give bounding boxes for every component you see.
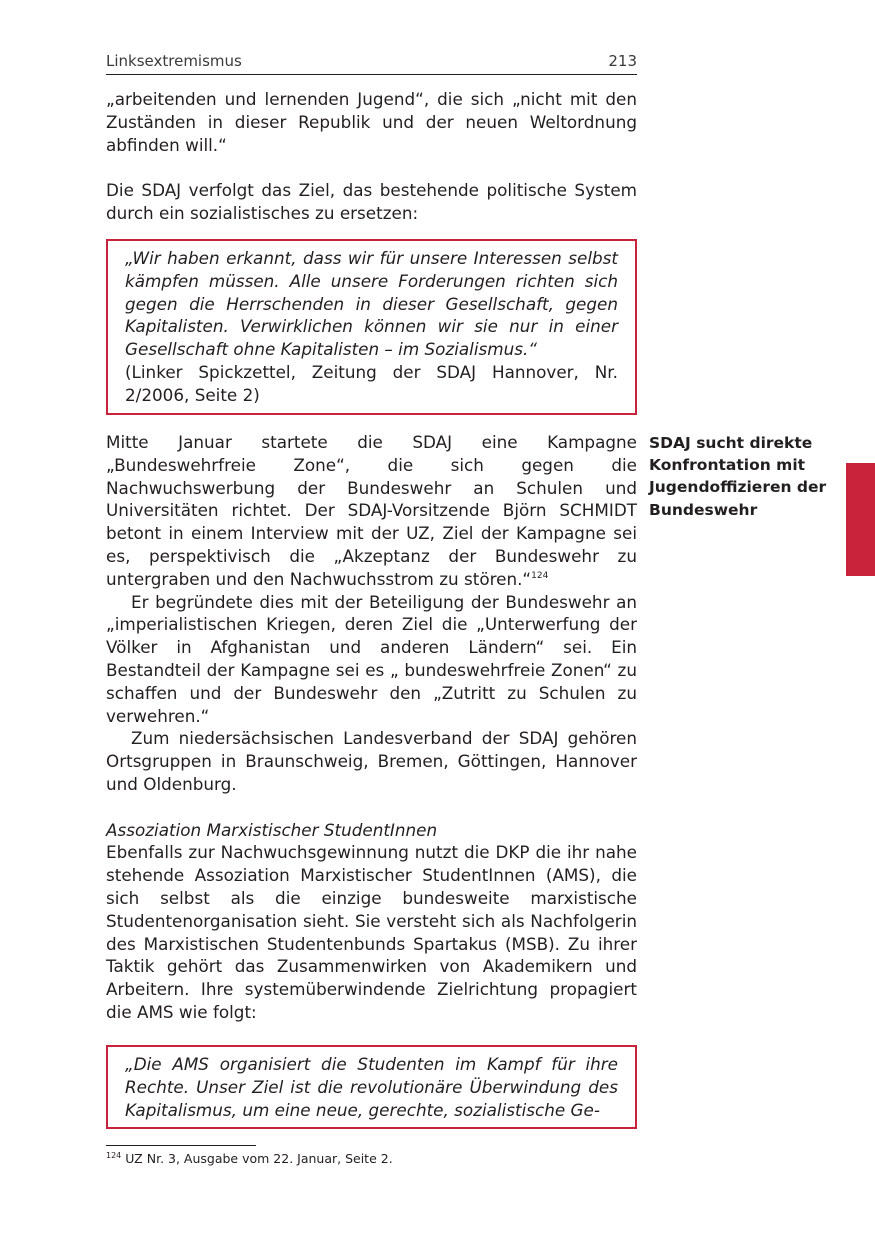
paragraph	[106, 431, 637, 591]
paragraph: „arbeitenden und lernenden Jugend“, die sich „nicht mit den Zuständen in dieser Republik und der neuen Weltordnung abfinden will.“	[106, 89, 637, 155]
footnote-reference[interactable]: 124	[531, 570, 549, 581]
section-subheading: Assoziation Marxistischer StudentInnen	[106, 819, 438, 840]
quote-box	[106, 239, 637, 415]
paragraph: Zum niedersächsischen Landesverband der SDAJ gehören Ortsgruppen in Braunschweig, Bremen, Göttingen, Hannover und Oldenburg.	[106, 728, 637, 794]
footnote-text: UZ Nr. 3, Ausgabe vom 22. Januar, Seite 2.	[121, 1151, 393, 1166]
main-text-block	[106, 431, 637, 1024]
footnote	[106, 1151, 637, 1167]
running-header	[106, 50, 637, 75]
quote-box	[106, 1045, 637, 1129]
paragraph: Ebenfalls zur Nachwuchsgewinnung nutzt die DKP die ihr nahe stehende Assoziation Marxistischer StudentInnen (AMS), die sich selbst als die einzige bundesweite marxistische Studentenorganisation sieht. Sie versteht sich als Nachfolgerin des Marxistischen Studentenbunds Spartakus (MSB). Zu ihrer Taktik gehört das Zusammenwirken von Akademikern und Arbeitern. Ihre systemüberwindende Zielrichtung propagiert die AMS wie folgt:	[106, 842, 637, 1022]
top-text-block	[106, 88, 637, 225]
paragraph-text: Mitte Januar startete die SDAJ eine Kampagne „Bundeswehrfreie Zone“, die sich gegen die Nachwuchswerbung der Bundeswehr an Schulen und Universitäten richtet. Der SDAJ-Vorsitzende Björn SCHMIDT betont in einem Interview mit der UZ, Ziel der Kampagne sei es, perspektivisch die „Akzeptanz der Bundeswehr zu untergraben und den Nachwuchsstrom zu stören.“	[106, 432, 637, 589]
footnote-number: 124	[106, 1151, 122, 1160]
quote-text: „Die AMS organisiert die Studenten im Kampf für ihre Rechte. Unser Ziel ist die revolutionäre Überwindung des Kapitalismus, um eine neue, gerechte, sozialistische Ge-	[125, 1054, 618, 1120]
header-section-title: Linksextremismus	[106, 52, 242, 70]
margin-note: SDAJ sucht direkte Konfrontation mit Jugendoffizieren der Bundeswehr	[649, 434, 827, 519]
page-number: 213	[608, 52, 637, 70]
footnote-divider	[106, 1145, 256, 1146]
paragraph: Die SDAJ verfolgt das Ziel, das bestehende politische System durch ein sozialistisches zu ersetzen:	[106, 180, 637, 223]
chapter-tab-marker	[846, 463, 875, 576]
paragraph: Er begründete dies mit der Beteiligung der Bundeswehr an „imperialistischen Kriegen, deren Ziel die „Unterwerfung der Völker in Afghanistan und anderen Ländern“ sei. Ein Bestandteil der Kampagne sei es „ bundeswehrfreie Zonen“ zu schaffen und der Bundeswehr den „Zutritt zu Schulen zu verwehren.“	[106, 591, 637, 726]
quote-text: „Wir haben erkannt, dass wir für unsere Interessen selbst kämpfen müssen. Alle unsere Forderungen richten sich gegen die Herrschenden in dieser Gesellschaft, gegen Kapitalisten. Verwirklichen können wir sie nur in einer Gesellschaft ohne Kapitalisten – im Sozialismus.“	[125, 248, 618, 360]
quote-source: (Linker Spickzettel, Zeitung der SDAJ Hannover, Nr. 2/2006, Seite 2)	[125, 361, 618, 405]
